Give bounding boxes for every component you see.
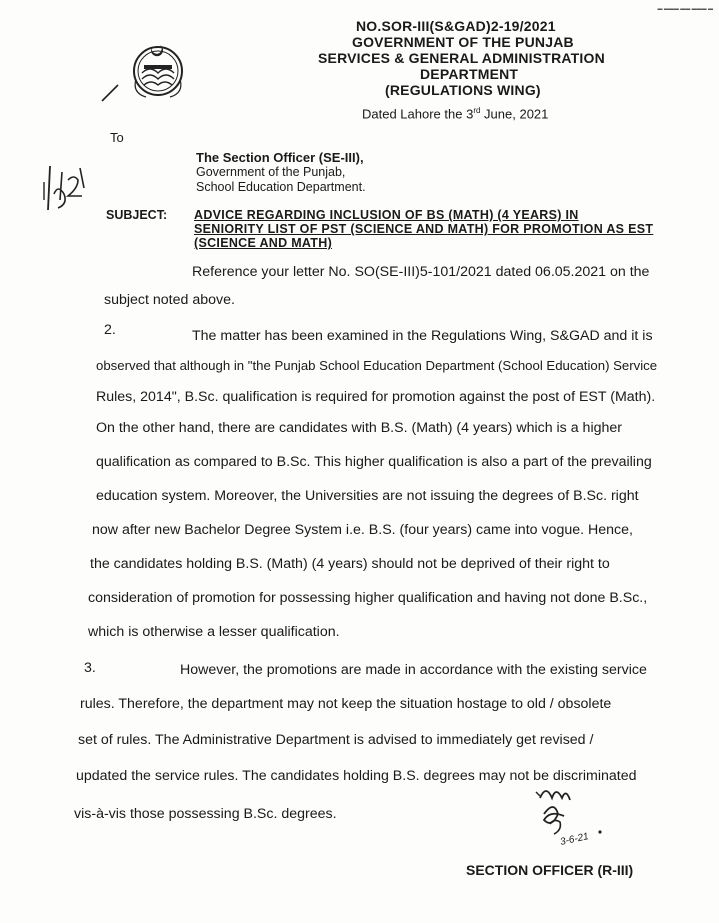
para3-line: However, the promotions are made in accordance with the existing service [180,662,647,678]
subject-line-2: SENIORITY LIST OF PST (SCIENCE AND MATH) FOR PROMOTION AS EST [194,222,654,236]
signature-date: 3-6-21 [559,831,590,848]
para2-line: Rules, 2014", B.Sc. qualification is required for promotion against the post of EST (Math). [96,389,656,405]
para3-line: updated the service rules. The candidates holding B.S. degrees may not be discriminated [76,768,637,784]
para2-number: 2. [104,322,116,338]
margin-note-handwriting [40,160,90,216]
para2-line: On the other hand, there are candidates with B.S. (Math) (4 years) which is a higher [96,420,622,436]
subject-line-1: ADVICE REGARDING INCLUSION OF BS (MATH) (4 YEARS) IN [194,208,579,222]
para3-number: 3. [84,660,96,676]
to-label: To [110,130,124,145]
addressee-name: The Section Officer (SE-III), [196,150,364,165]
signatory-title: SECTION OFFICER (R-III) [466,862,634,878]
addressee-line-1: Government of the Punjab, [196,165,346,179]
date-line: Dated Lahore the 3rd June, 2021 [362,106,549,122]
para2-line: qualification as compared to B.Sc. This higher qualification is also a part of the prevailing [96,454,652,470]
para2-line: consideration of promotion for possessing higher qualification and having not done B.Sc., [88,590,648,606]
header-line-2: SERVICES & GENERAL ADMINISTRATION [318,50,605,66]
subject-label: SUBJECT: [106,208,168,222]
para2-line: the candidates holding B.S. (Math) (4 years) should not be deprived of their right to [90,556,610,572]
top-stamp: ▬ ▬▬▬ ▬▬ ▬▬▬ ▬ [657,6,713,12]
subject-line-3: (SCIENCE AND MATH) [194,236,333,250]
para2-line: observed that although in "the Punjab School Education Department (School Education) Service [96,358,658,373]
para2-line: now after new Bachelor Degree System i.e. B.S. (four years) came into vogue. Hence, [92,522,633,538]
para3-line: vis-à-vis those possessing B.Sc. degrees. [74,806,337,822]
para2-line: The matter has been examined in the Regulations Wing, S&GAD and it is [192,328,653,344]
reference-number: NO.SOR-III(S&GAD)2-19/2021 [356,18,556,34]
para3-line: set of rules. The Administrative Department is advised to immediately get revised / [78,732,594,748]
para2-line: education system. Moreover, the Universities are not issuing the degrees of B.Sc. right [96,488,639,504]
para3-line: rules. Therefore, the department may not keep the situation hostage to old / obsolete [80,696,612,712]
addressee-line-2: School Education Department. [196,180,366,194]
header-line-1: GOVERNMENT OF THE PUNJAB [352,34,574,50]
para2-line: which is otherwise a lesser qualification. [88,624,340,640]
signature-handwriting [530,780,610,858]
punjab-emblem-icon [100,33,196,105]
reference-line-1: Reference your letter No. SO(SE-III)5-101/2021 dated 06.05.2021 on the [192,264,650,280]
header-line-4: (REGULATIONS WING) [385,82,541,98]
reference-line-2: subject noted above. [104,292,235,308]
header-line-3: DEPARTMENT [420,66,519,82]
